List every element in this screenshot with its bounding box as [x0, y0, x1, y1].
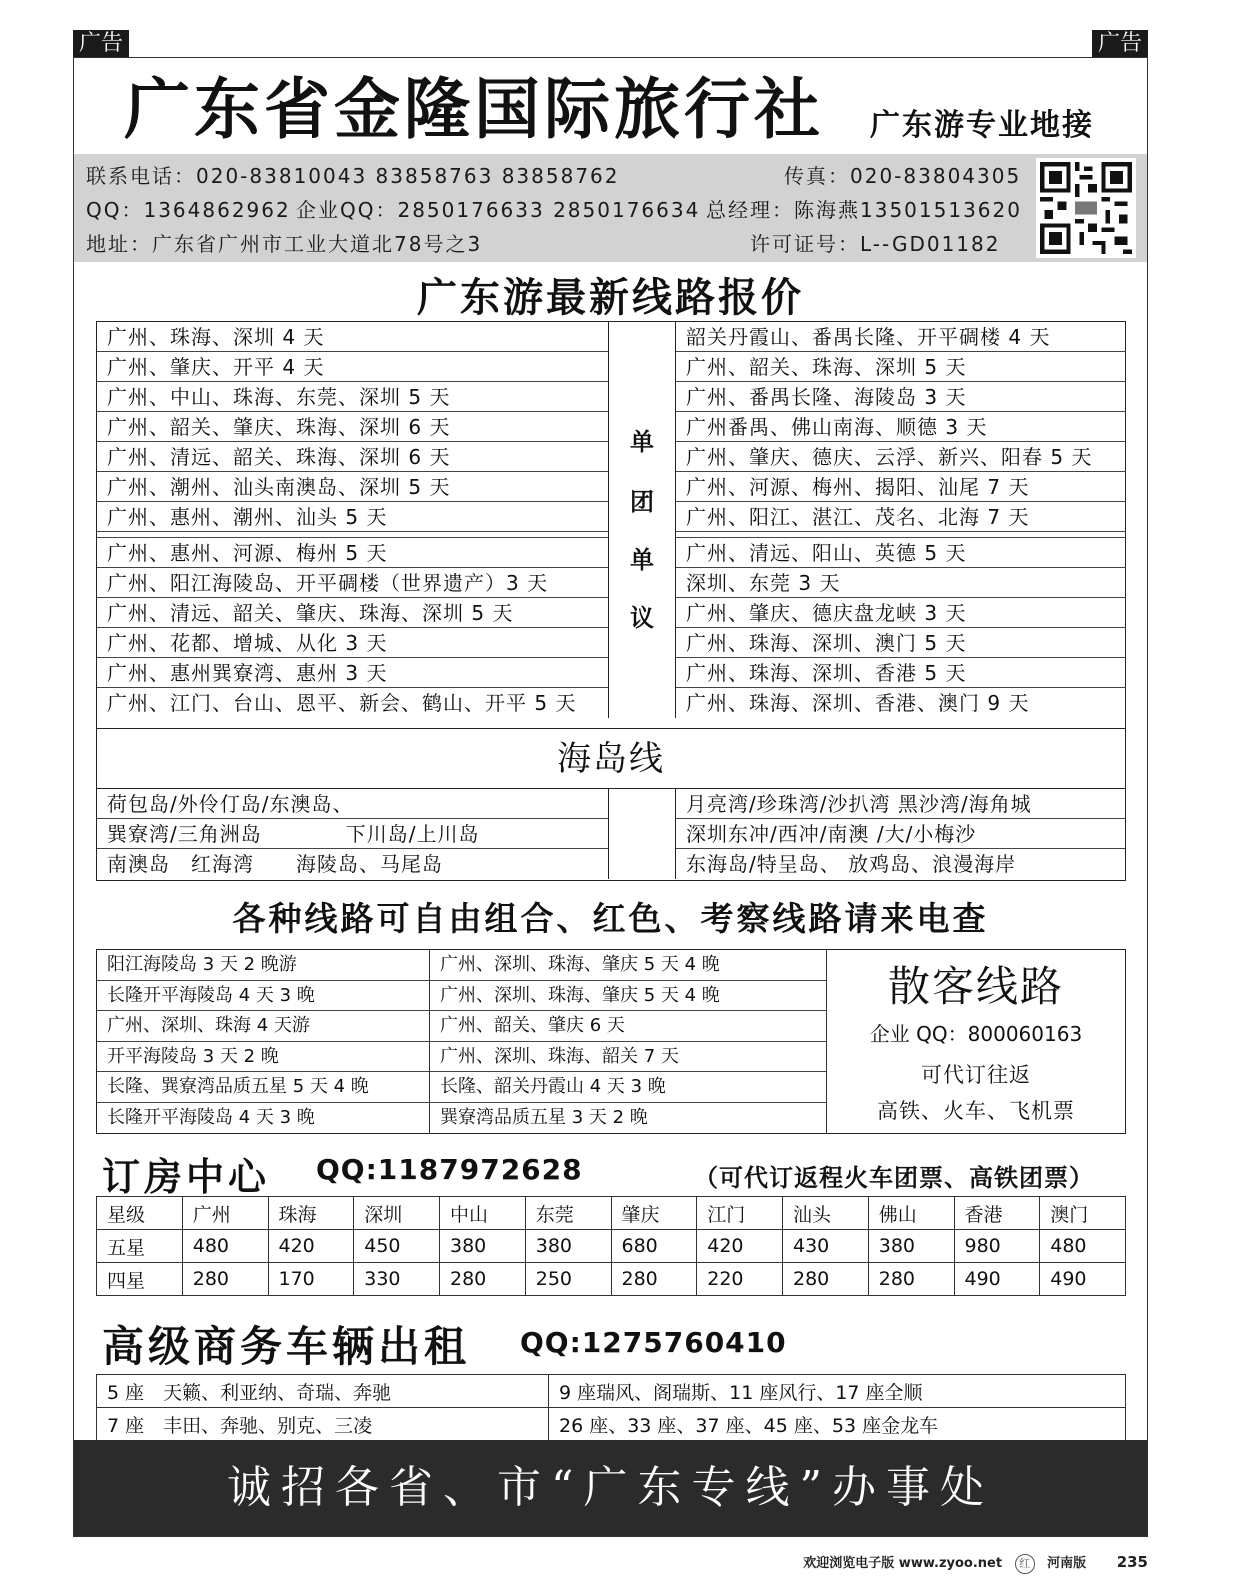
route-item: 广州、花都、增城、从化 3 天 [97, 628, 608, 658]
route-item: 广州、清远、韶关、肇庆、珠海、深圳 5 天 [97, 598, 608, 628]
route-item: 广州、清远、韶关、珠海、深圳 6 天 [97, 442, 608, 472]
table-header: 肇庆 [611, 1197, 697, 1230]
table-header: 星级 [97, 1197, 183, 1230]
budget-tours-column-a [97, 950, 430, 1133]
table-header: 汕头 [783, 1197, 869, 1230]
island-item: 东海岛/特呈岛、 放鸡岛、浪漫海岸 [686, 852, 1017, 876]
table-cell: 170 [268, 1263, 354, 1296]
agency-slogan: 广东游专业地接 [870, 108, 1094, 143]
ad-tag-left: 广告 [73, 30, 129, 57]
table-cell: 480 [182, 1230, 268, 1263]
tour-item: 巽寮湾品质五星 3 天 2 晚 [440, 1106, 648, 1128]
route-item: 广州、清远、阳山、英德 5 天 [676, 538, 1126, 568]
table-row [97, 1408, 1126, 1441]
table-header-row [97, 1197, 1126, 1230]
route-column-left [97, 322, 609, 718]
tour-item: 广州、深圳、珠海 4 天游 [97, 1011, 429, 1042]
qq-line: QQ：1364862962 [86, 198, 291, 222]
table-cell: 490 [1040, 1263, 1126, 1296]
scatter-tours-box [827, 950, 1125, 1133]
route-item: 广州、韶关、肇庆、珠海、深圳 6 天 [97, 412, 608, 442]
route-item: 广州、韶关、珠海、深圳 5 天 [676, 352, 1126, 382]
company-qq-line: 企业QQ：2850176633 2850176634 [296, 198, 701, 222]
route-item: 广州、中山、珠海、东莞、深圳 5 天 [97, 382, 608, 412]
booking-title: 订房中心 [102, 1155, 271, 1199]
table-header: 珠海 [268, 1197, 354, 1230]
table-cell: 330 [354, 1263, 440, 1296]
tour-item: 广州、深圳、珠海、肇庆 5 天 4 晚 [430, 981, 826, 1012]
island-item: 巽寮湾/三角洲岛 下川岛/上川岛 [97, 819, 608, 849]
car-rental-table [96, 1374, 1126, 1441]
tour-item: 阳江海陵岛 3 天 2 晚游 [97, 950, 429, 981]
table-header: 香港 [954, 1197, 1040, 1230]
table-header: 佛山 [868, 1197, 954, 1230]
route-item: 深圳、东莞 3 天 [676, 568, 1126, 598]
combo-note: 各种线路可自由组合、红色、考察线路请来电查 [232, 899, 989, 938]
tour-item: 开平海陵岛 3 天 2 晚 [97, 1042, 429, 1073]
tour-item: 长隆开平海陵岛 4 天 3 晚 [107, 1106, 315, 1128]
table-header: 东莞 [525, 1197, 611, 1230]
table-cell: 7 座 丰田、奔驰、别克、三凌 [97, 1408, 549, 1441]
car-rental-qq: QQ:1275760410 [520, 1326, 787, 1359]
table-cell: 420 [268, 1230, 354, 1263]
table-row [97, 1263, 1126, 1296]
table-cell: 280 [182, 1263, 268, 1296]
table-cell: 450 [354, 1230, 440, 1263]
footer-text: 欢迎浏览电子版 www.zyoo.net [803, 1556, 1003, 1571]
table-cell: 380 [868, 1230, 954, 1263]
table-cell: 四星 [97, 1263, 183, 1296]
scatter-title: 散客线路 [887, 962, 1064, 1011]
agency-name: 广东省金隆国际旅行社 [124, 71, 824, 148]
table-cell: 480 [1040, 1230, 1126, 1263]
route-item: 广州、肇庆、德庆盘龙峡 3 天 [676, 598, 1126, 628]
table-cell: 280 [611, 1263, 697, 1296]
page-number: 235 [1116, 1553, 1148, 1571]
table-row [97, 1230, 1126, 1263]
manager-line: 总经理：陈海燕13501513620 [706, 198, 1022, 222]
route-item: 广州、惠州巽寮湾、惠州 3 天 [97, 658, 608, 688]
route-item: 广州、阳江、湛江、茂名、北海 7 天 [676, 502, 1126, 532]
table-cell: 5 座 天籁、利亚纳、奇瑞、奔驰 [97, 1375, 549, 1408]
table-header: 深圳 [354, 1197, 440, 1230]
route-table [96, 321, 1126, 881]
route-item: 广州番禺、佛山南海、顺德 3 天 [676, 412, 1126, 442]
budget-tours-table [96, 949, 1126, 1134]
table-cell: 490 [954, 1263, 1040, 1296]
route-item: 广州、潮州、汕头南澳岛、深圳 5 天 [97, 472, 608, 502]
table-cell: 380 [440, 1230, 526, 1263]
license-line: 许可证号：L--GD01182 [750, 232, 1001, 256]
island-column-left [97, 789, 609, 879]
table-cell: 420 [697, 1230, 783, 1263]
vertical-char: 单 [630, 428, 654, 456]
island-title: 海岛线 [97, 728, 1125, 789]
route-item: 广州、阳江海陵岛、开平碉楼（世界遗产）3 天 [97, 568, 608, 598]
table-cell: 250 [525, 1263, 611, 1296]
route-item: 广州、江门、台山、恩平、新会、鹤山、开平 5 天 [107, 691, 577, 715]
seal-icon: 红 [1015, 1554, 1035, 1574]
contact-block [74, 154, 1147, 262]
edition-label: 河南版 [1047, 1556, 1087, 1571]
table-cell: 9 座瑞风、阁瑞斯、11 座风行、17 座全顺 [549, 1375, 1126, 1408]
price-on-request-label [609, 322, 675, 728]
phone-line: 联系电话：020-83810043 83858763 83858762 [86, 164, 620, 188]
tour-item: 广州、韶关、肇庆 6 天 [430, 1011, 826, 1042]
table-cell: 980 [954, 1230, 1040, 1263]
routes-title: 广东游最新线路报价 [417, 274, 804, 321]
table-cell: 220 [697, 1263, 783, 1296]
island-item: 南澳岛 红海湾 海陵岛、马尾岛 [107, 852, 443, 876]
route-item: 韶关丹霞山、番禺长隆、开平碉楼 4 天 [676, 322, 1126, 352]
qr-code-icon [1036, 158, 1136, 258]
table-header: 澳门 [1040, 1197, 1126, 1230]
table-cell: 680 [611, 1230, 697, 1263]
route-column-right [675, 322, 1126, 718]
table-cell: 430 [783, 1230, 869, 1263]
table-cell: 380 [525, 1230, 611, 1263]
scatter-qq: 企业 QQ：800060163 [869, 1022, 1083, 1046]
tour-item: 长隆开平海陵岛 4 天 3 晚 [97, 981, 429, 1012]
hotel-price-table [96, 1196, 1126, 1296]
booking-note: （可代订返程火车团票、高铁团票） [694, 1163, 1094, 1192]
tour-item: 长隆、韶关丹霞山 4 天 3 晚 [430, 1072, 826, 1103]
page-footer [803, 1552, 1148, 1574]
tour-item: 长隆、巽寮湾品质五星 5 天 4 晚 [97, 1072, 429, 1103]
ticket-line-2: 高铁、火车、飞机票 [877, 1099, 1075, 1123]
table-row [97, 1375, 1126, 1408]
ticket-line-1: 可代订往返 [921, 1063, 1031, 1087]
tour-item: 广州、深圳、珠海、韶关 7 天 [430, 1042, 826, 1073]
recruitment-banner: 诚招各省、市“广东专线”办事处 [74, 1440, 1147, 1536]
vertical-char: 议 [630, 604, 654, 632]
vertical-char: 团 [630, 488, 654, 516]
table-cell: 280 [868, 1263, 954, 1296]
route-item: 广州、惠州、潮州、汕头 5 天 [97, 502, 608, 532]
route-item: 广州、珠海、深圳 4 天 [97, 322, 608, 352]
table-cell: 280 [783, 1263, 869, 1296]
budget-tours-column-b [430, 950, 827, 1133]
address-line: 地址：广东省广州市工业大道北78号之3 [86, 232, 483, 256]
route-item: 广州、珠海、深圳、澳门 5 天 [676, 628, 1126, 658]
route-item: 广州、河源、梅州、揭阳、汕尾 7 天 [676, 472, 1126, 502]
route-item: 广州、珠海、深圳、香港、澳门 9 天 [686, 691, 1030, 715]
ad-tag-right: 广告 [1092, 30, 1148, 57]
table-header: 中山 [440, 1197, 526, 1230]
table-header: 江门 [697, 1197, 783, 1230]
route-item: 广州、惠州、河源、梅州 5 天 [97, 538, 608, 568]
island-column-right [675, 789, 1125, 879]
table-cell: 280 [440, 1263, 526, 1296]
route-item: 广州、肇庆、德庆、云浮、新兴、阳春 5 天 [676, 442, 1126, 472]
vertical-char: 单 [630, 546, 654, 574]
table-header: 广州 [182, 1197, 268, 1230]
island-item: 荷包岛/外伶仃岛/东澳岛、 [97, 789, 608, 819]
island-item: 月亮湾/珍珠湾/沙扒湾 黑沙湾/海角城 [676, 789, 1125, 819]
fax-line: 传真：020-83804305 [784, 164, 1022, 188]
route-item: 广州、番禺长隆、海陵岛 3 天 [676, 382, 1126, 412]
booking-qq: QQ:1187972628 [316, 1153, 583, 1186]
tour-item: 广州、深圳、珠海、肇庆 5 天 4 晚 [430, 950, 826, 981]
table-cell: 26 座、33 座、37 座、45 座、53 座金龙车 [549, 1408, 1126, 1441]
route-item: 广州、肇庆、开平 4 天 [97, 352, 608, 382]
ad-frame [73, 57, 1148, 1537]
table-cell: 五星 [97, 1230, 183, 1263]
island-item: 深圳东冲/西冲/南澳 /大/小梅沙 [676, 819, 1125, 849]
car-rental-title: 高级商务车辆出租 [102, 1322, 471, 1371]
route-item: 广州、珠海、深圳、香港 5 天 [676, 658, 1126, 688]
